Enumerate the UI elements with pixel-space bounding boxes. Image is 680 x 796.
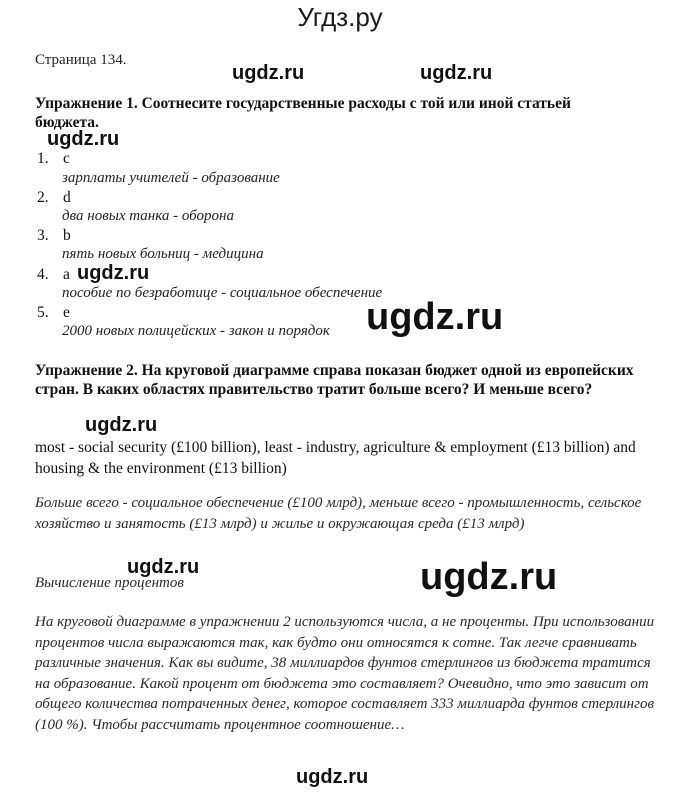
item-number: 3. <box>37 227 49 244</box>
item-number: 4. <box>37 266 49 283</box>
watermark: ugdz.ru <box>85 414 158 436</box>
item-explanation: два новых танка - оборона <box>62 208 234 224</box>
item-answer-letter: d <box>63 189 71 206</box>
watermark: ugdz.ru <box>127 556 200 578</box>
item-explanation: пять новых больниц - медицина <box>62 246 264 262</box>
item-answer-letter: b <box>63 227 71 244</box>
exercise2-heading: Упражнение 2. На круговой диаграмме справа показан бюджет одной из европейских стран. В каких областях правительство тратит больше всего? И меньше всего? <box>35 362 634 398</box>
watermark: ugdz.ru <box>77 262 150 284</box>
item-number: 1. <box>37 150 49 167</box>
watermark: ugdz.ru <box>366 296 504 338</box>
section-body: На круговой диаграмме в упражнении 2 используются числа, а не проценты. При использовании процентов числа выражаются так, как будто они относятся к сотне. Так легче сравнивать различные значения. Как вы видите, 38 миллиардов фунтов стерлингов из бюджета тратится на образование. Какой процент от бюджета это составляет? Очевидно, что это зависит от общего количества потраченных денег, которое составляет 333 миллиарда фунтов стерлингов (100 %). Чтобы рассчитать процентное соотношение… <box>35 614 655 733</box>
watermark: ugdz.ru <box>232 62 305 84</box>
page-label: Страница 134. <box>35 52 127 68</box>
item-explanation: 2000 новых полицейских - закон и порядок <box>62 323 330 339</box>
item-explanation: зарплаты учителей - образование <box>62 170 280 186</box>
item-answer-letter: c <box>63 150 70 167</box>
site-title[interactable]: Угдз.ру <box>297 2 383 32</box>
item-number: 5. <box>37 304 49 321</box>
item-number: 2. <box>37 189 49 206</box>
section-title: Вычисление процентов <box>35 575 184 591</box>
watermark: ugdz.ru <box>420 62 493 84</box>
item-explanation: пособие по безработице - социальное обеспечение <box>62 285 383 301</box>
answer-english: most - social security (£100 billion), least - industry, agriculture & employment (£13 billion) and housing & the environment (£13 billion) <box>35 439 636 477</box>
exercise1-heading: Упражнение 1. Соотнесите государственные расходы с той или иной статьей бюджета. <box>35 95 571 131</box>
item-answer-letter: a <box>63 266 70 283</box>
item-answer-letter: e <box>63 304 70 321</box>
answer-russian: Больше всего - социальное обеспечение (£100 млрд), меньше всего - промышленность, сельское хозяйство и занятость (£13 млрд) и жилье и окружающая среда (£13 млрд) <box>35 495 642 532</box>
watermark: ugdz.ru <box>296 766 369 788</box>
watermark: ugdz.ru <box>47 128 120 150</box>
watermark: ugdz.ru <box>420 556 558 598</box>
